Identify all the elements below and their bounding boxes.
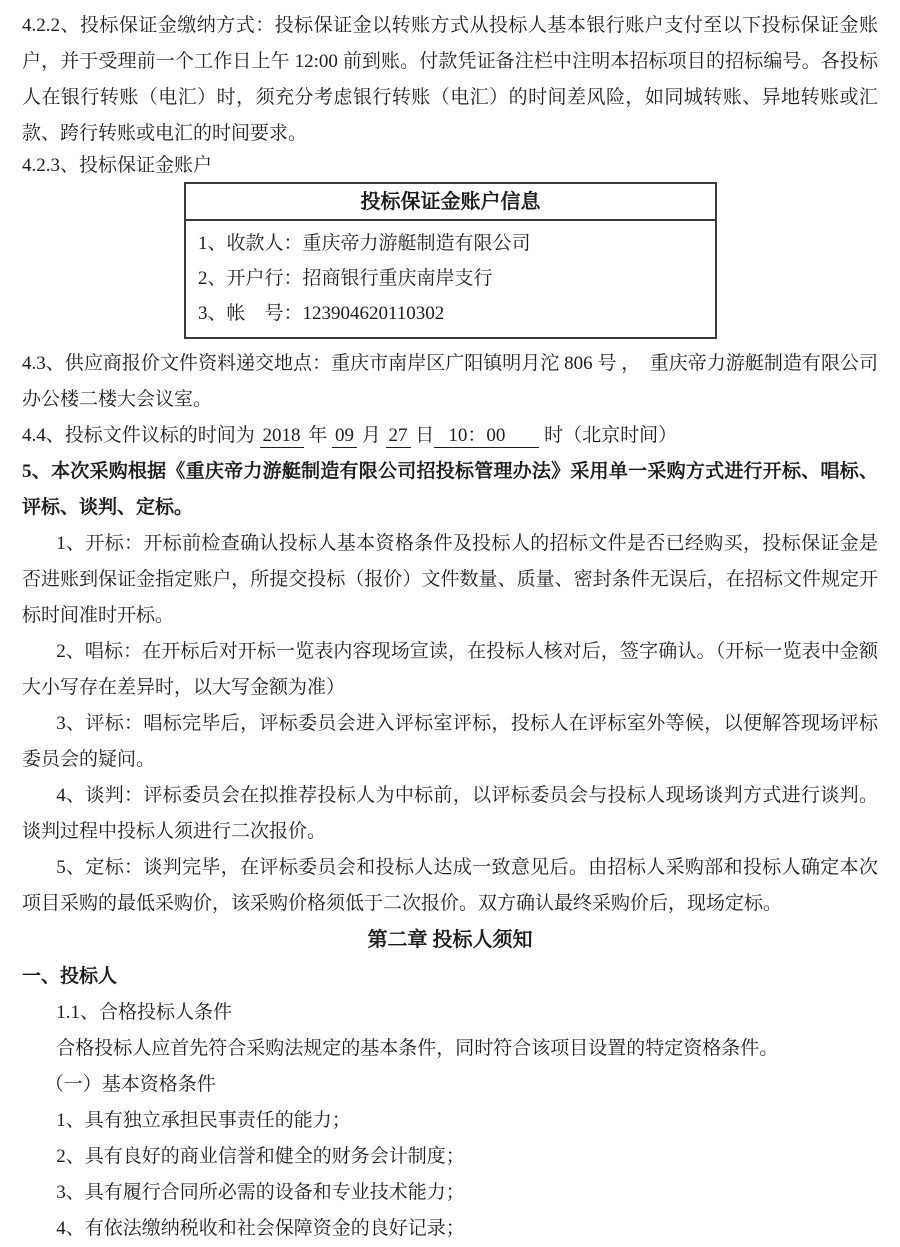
deposit-table-title: 投标保证金账户信息: [186, 184, 715, 221]
paragraph-item-1-kaibiao: 1、开标：开标前检查确认投标人基本资格条件及投标人的招标文件是否已经购买，投标保证金是否进账到保证金指定账户，所提交投标（报价）文件数量、质量、密封条件无误后，在招标文件规定开标时间准时开标。: [22, 533, 878, 626]
heading-1-1: 1.1、合格投标人条件: [56, 1002, 232, 1023]
paragraph-item-4-tanpan: 4、谈判：评标委员会在拟推荐投标人为中标前，以评标委员会与投标人现场谈判方式进行谈判。谈判过程中投标人须进行二次报价。: [22, 785, 878, 842]
year-unit: 年: [303, 425, 333, 446]
paragraph-4-4: [22, 418, 878, 454]
bid-time-prefix: 4.4、投标文件议标的时间为: [22, 425, 260, 446]
bid-time-month: 09: [332, 425, 357, 448]
basic-item-1: 1、具有独立承担民事责任的能力；: [56, 1110, 351, 1131]
heading-basic-qualifications: （一）基本资格条件: [44, 1074, 216, 1095]
basic-item-3: 3、具有履行合同所必需的设备和专业技术能力；: [56, 1182, 465, 1203]
paragraph-4-2-2: 4.2.2、投标保证金缴纳方式：投标保证金以转账方式从投标人基本银行账户支付至以下投标保证金账户，并于受理前一个工作日上午 12:00 前到账。付款凭证备注栏中注明本招标项目的招标编号。各投标人在银行转账（电汇）时，须充分考虑银行转账（电汇）的时间差风险，如同城转账、异地转账或汇款、跨行转账或电汇的时间要求。: [22, 15, 878, 144]
table-row-bank: 2、开户行：招商银行重庆南岸支行: [198, 268, 493, 289]
paragraph-item-2-changbiao: 2、唱标：在开标后对开标一览表内容现场宣读，在投标人核对后，签字确认。（开标一览表中金额大小写存在差异时，以大写金额为准）: [22, 641, 878, 698]
day-unit: 日: [410, 425, 435, 446]
table-row-account-number: 3、帐 号：123904620110302: [198, 303, 445, 324]
chapter-2-title: 第二章 投标人须知: [367, 929, 533, 951]
month-unit: 月: [357, 425, 386, 446]
deposit-table-body: [186, 221, 715, 337]
deposit-account-table: [184, 182, 717, 339]
paragraph-qualified-bidders: 合格投标人应首先符合采购法规定的基本条件，同时符合该项目设置的特定资格条件。: [56, 1038, 779, 1059]
paragraph-5: 5、本次采购根据《重庆帝力游艇制造有限公司招投标管理办法》采用单一采购方式进行开标、唱标、评标、谈判、定标。: [22, 461, 878, 518]
basic-item-4: 4、有依法缴纳税收和社会保障资金的良好记录；: [56, 1218, 465, 1239]
paragraph-4-3: 4.3、供应商报价文件资料递交地点：重庆市南岸区广阳镇明月沱 806 号 ， 重庆帝力游艇制造有限公司办公楼二楼大会议室。: [22, 353, 878, 410]
bid-time-year: 2018: [260, 425, 304, 448]
table-row-payee: 1、收款人：重庆帝力游艇制造有限公司: [198, 233, 531, 254]
paragraph-item-3-pingbiao: 3、评标：唱标完毕后，评标委员会进入评标室评标，投标人在评标室外等候，以便解答现场评标委员会的疑问。: [22, 713, 878, 770]
bid-time-clock: 10：00: [434, 425, 539, 448]
heading-bidders: 一、投标人: [22, 966, 118, 987]
heading-4-2-3: 4.2.3、投标保证金账户: [22, 155, 213, 176]
bid-time-suffix: 时（北京时间）: [539, 425, 678, 446]
bid-time-day: 27: [386, 425, 411, 448]
paragraph-item-5-dingbiao: 5、定标：谈判完毕，在评标委员会和投标人达成一致意见后。由招标人采购部和投标人确定本次项目采购的最低采购价，该采购价格须低于二次报价。双方确认最终采购价后，现场定标。: [22, 857, 878, 914]
basic-item-2: 2、具有良好的商业信誉和健全的财务会计制度；: [56, 1146, 465, 1167]
